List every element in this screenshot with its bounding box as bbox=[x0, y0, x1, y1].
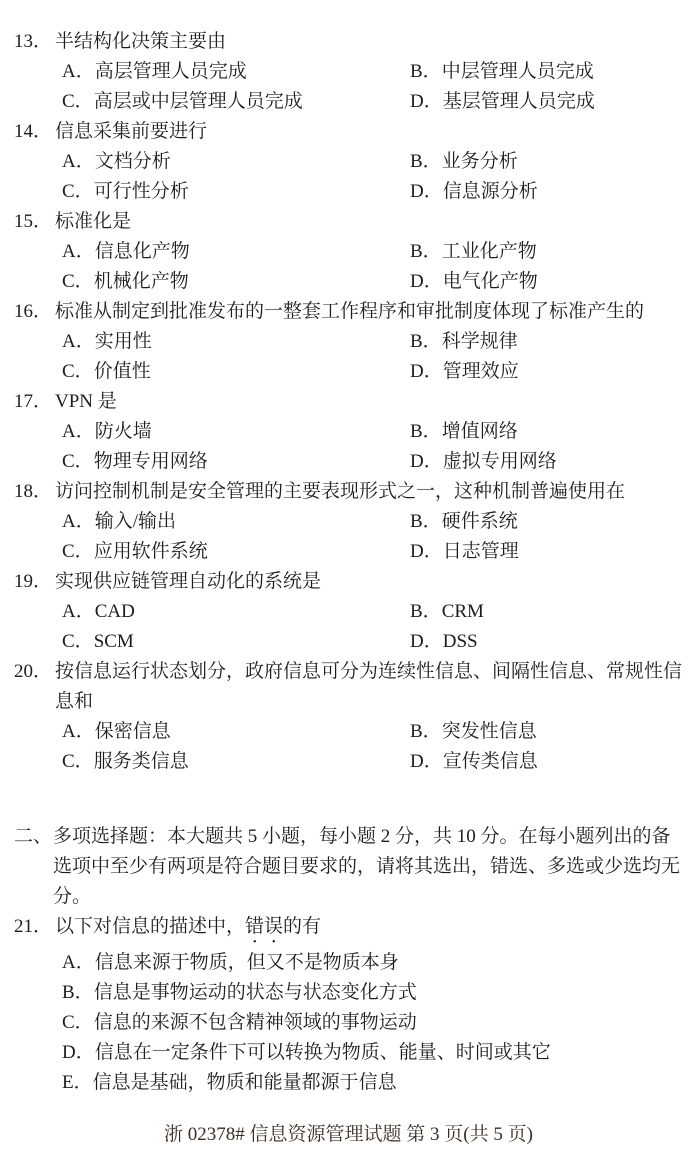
option-label: C． bbox=[62, 181, 94, 202]
option-label: A． bbox=[62, 421, 95, 442]
option-label: D． bbox=[410, 271, 443, 292]
options-grid bbox=[62, 57, 683, 117]
option-text: SCM bbox=[93, 631, 134, 652]
options-grid bbox=[62, 327, 683, 387]
option-row bbox=[410, 177, 683, 207]
question-stem: VPN 是 bbox=[55, 391, 117, 412]
option-text: 科学规律 bbox=[441, 331, 518, 352]
option-label: A． bbox=[62, 241, 95, 262]
option-label: B． bbox=[410, 511, 442, 532]
options-grid bbox=[62, 147, 683, 207]
option-row bbox=[62, 717, 410, 747]
option-label: C． bbox=[62, 451, 94, 472]
question-block bbox=[14, 387, 683, 477]
options-grid bbox=[62, 507, 683, 567]
question-stem-row bbox=[14, 657, 683, 717]
question-stem: 按信息运行状态划分，政府信息可分为连续性信息、间隔性信息、常规性信息和 bbox=[55, 661, 683, 712]
question-stem-row bbox=[14, 297, 683, 327]
option-label: A． bbox=[62, 151, 95, 172]
option-text: 高层或中层管理人员完成 bbox=[93, 91, 303, 112]
question-number: 13． bbox=[14, 31, 53, 52]
question-number: 17． bbox=[14, 391, 53, 412]
question-block bbox=[14, 207, 683, 297]
option-row bbox=[410, 537, 683, 567]
section-number: 二、 bbox=[14, 826, 53, 847]
question-stem bbox=[55, 912, 683, 948]
option-label: B． bbox=[410, 721, 442, 742]
option-label: D． bbox=[410, 631, 443, 652]
option-row bbox=[410, 357, 683, 387]
question-number: 15． bbox=[14, 211, 53, 232]
single-choice-question-list bbox=[14, 27, 683, 777]
option-label: D． bbox=[410, 91, 443, 112]
option-row bbox=[62, 507, 410, 537]
option-row bbox=[410, 597, 683, 627]
option-text: 信息源分析 bbox=[442, 181, 538, 202]
option-label: C． bbox=[62, 1012, 94, 1033]
option-row bbox=[62, 267, 410, 297]
options-grid bbox=[62, 597, 683, 657]
question-stem-suffix: 的有 bbox=[283, 916, 322, 937]
option-text: 电气化产物 bbox=[442, 271, 538, 292]
option-text: 服务类信息 bbox=[93, 751, 189, 772]
option-text: 中层管理人员完成 bbox=[441, 61, 594, 82]
option-row bbox=[410, 747, 683, 777]
question-number: 20． bbox=[14, 661, 53, 682]
option-label: D． bbox=[62, 1042, 95, 1063]
question-stem: 标准化是 bbox=[55, 211, 132, 232]
option-label: C． bbox=[62, 361, 94, 382]
question-stem: 信息采集前要进行 bbox=[55, 121, 208, 142]
option-row bbox=[62, 948, 683, 978]
option-label: D． bbox=[410, 181, 443, 202]
question-block bbox=[14, 117, 683, 207]
option-label: D． bbox=[410, 541, 443, 562]
option-text: DSS bbox=[442, 631, 478, 652]
option-label: B． bbox=[410, 331, 442, 352]
option-label: B． bbox=[410, 151, 442, 172]
question-stem-prefix: 以下对信息的描述中， bbox=[55, 916, 246, 937]
option-text: 物理专用网络 bbox=[93, 451, 208, 472]
option-label: A． bbox=[62, 721, 95, 742]
option-text: 信息化产物 bbox=[94, 241, 190, 262]
option-row bbox=[410, 627, 683, 657]
option-text: 信息来源于物质，但又不是物质本身 bbox=[94, 952, 399, 973]
option-text: 可行性分析 bbox=[93, 181, 189, 202]
option-row bbox=[62, 87, 410, 117]
option-label: B． bbox=[410, 61, 442, 82]
option-label: E． bbox=[62, 1072, 93, 1093]
option-text: 信息的来源不包含精神领域的事物运动 bbox=[93, 1012, 417, 1033]
option-label: C． bbox=[62, 541, 94, 562]
section-instructions: 多项选择题：本大题共 5 小题，每小题 2 分，共 10 分。在每小题列出的备选项中至少有两项是符合题目要求的，请将其选出，错选、多选或少选均无分。 bbox=[53, 826, 681, 907]
option-label: C． bbox=[62, 271, 94, 292]
option-label: C． bbox=[62, 91, 94, 112]
option-label: C． bbox=[62, 631, 94, 652]
question-21 bbox=[14, 912, 683, 1098]
option-text: 文档分析 bbox=[94, 151, 171, 172]
question-number: 21． bbox=[14, 916, 53, 937]
option-row bbox=[410, 87, 683, 117]
option-row bbox=[410, 327, 683, 357]
option-label: A． bbox=[62, 952, 95, 973]
question-stem-row bbox=[14, 117, 683, 147]
option-text: CAD bbox=[94, 601, 135, 622]
question-21-options bbox=[62, 948, 683, 1098]
option-row bbox=[410, 57, 683, 87]
question-stem: 访问控制机制是安全管理的主要表现形式之一，这种机制普遍使用在 bbox=[55, 481, 626, 502]
option-text: 信息在一定条件下可以转换为物质、能量、时间或其它 bbox=[94, 1042, 551, 1063]
option-row bbox=[62, 57, 410, 87]
option-row bbox=[410, 147, 683, 177]
option-text: 应用软件系统 bbox=[93, 541, 208, 562]
question-block bbox=[14, 657, 683, 777]
option-label: A． bbox=[62, 61, 95, 82]
option-text: 机械化产物 bbox=[93, 271, 189, 292]
option-label: A． bbox=[62, 331, 95, 352]
option-row bbox=[410, 507, 683, 537]
question-number: 16． bbox=[14, 301, 53, 322]
option-row bbox=[62, 978, 683, 1008]
option-row bbox=[62, 177, 410, 207]
option-label: C． bbox=[62, 751, 94, 772]
question-block bbox=[14, 27, 683, 117]
option-row bbox=[410, 717, 683, 747]
question-stem-row bbox=[14, 567, 683, 597]
question-stem-row bbox=[14, 207, 683, 237]
option-row bbox=[410, 267, 683, 297]
option-text: 增值网络 bbox=[441, 421, 518, 442]
option-text: 业务分析 bbox=[441, 151, 518, 172]
question-stem-row bbox=[14, 912, 683, 948]
option-label: A． bbox=[62, 511, 95, 532]
option-text: 防火墙 bbox=[94, 421, 152, 442]
option-label: D． bbox=[410, 451, 443, 472]
option-text: 管理效应 bbox=[442, 361, 519, 382]
option-text: 硬件系统 bbox=[441, 511, 518, 532]
option-row bbox=[62, 357, 410, 387]
options-grid bbox=[62, 417, 683, 477]
option-row bbox=[62, 747, 410, 777]
option-row bbox=[62, 417, 410, 447]
multi-choice-section-header bbox=[14, 822, 683, 912]
question-number: 18． bbox=[14, 481, 53, 502]
option-row bbox=[410, 447, 683, 477]
option-row bbox=[410, 237, 683, 267]
question-stem: 半结构化决策主要由 bbox=[55, 31, 227, 52]
question-stem: 标准从制定到批准发布的一整套工作程序和审批制度体现了标准产生的 bbox=[55, 301, 645, 322]
option-label: B． bbox=[410, 601, 442, 622]
question-stem-row bbox=[14, 387, 683, 417]
option-text: 实用性 bbox=[94, 331, 152, 352]
question-stem-emphasized-word: 错误 bbox=[245, 916, 284, 937]
option-text: CRM bbox=[441, 601, 484, 622]
options-grid bbox=[62, 717, 683, 777]
option-row bbox=[62, 447, 410, 477]
option-text: 基层管理人员完成 bbox=[442, 91, 595, 112]
option-row bbox=[62, 1008, 683, 1038]
question-stem: 实现供应链管理自动化的系统是 bbox=[55, 571, 322, 592]
option-text: 日志管理 bbox=[442, 541, 519, 562]
option-text: 突发性信息 bbox=[441, 721, 537, 742]
option-label: B． bbox=[62, 982, 94, 1003]
question-number: 19． bbox=[14, 571, 53, 592]
page-footer: 浙 02378# 信息资源管理试题 第 3 页(共 5 页) bbox=[164, 1124, 533, 1145]
option-text: 信息是基础，物质和能量都源于信息 bbox=[92, 1072, 397, 1093]
option-text: 信息是事物运动的状态与状态变化方式 bbox=[93, 982, 417, 1003]
question-stem-row bbox=[14, 27, 683, 57]
option-row bbox=[62, 1038, 683, 1068]
option-label: D． bbox=[410, 361, 443, 382]
option-row bbox=[62, 537, 410, 567]
option-label: D． bbox=[410, 751, 443, 772]
option-text: 输入/输出 bbox=[94, 511, 177, 532]
question-block bbox=[14, 297, 683, 387]
question-number: 14． bbox=[14, 121, 53, 142]
option-label: A． bbox=[62, 601, 95, 622]
option-text: 高层管理人员完成 bbox=[94, 61, 247, 82]
option-text: 价值性 bbox=[93, 361, 151, 382]
option-row bbox=[62, 237, 410, 267]
option-text: 保密信息 bbox=[94, 721, 171, 742]
option-label: B． bbox=[410, 241, 442, 262]
option-text: 工业化产物 bbox=[441, 241, 537, 262]
question-block bbox=[14, 567, 683, 657]
option-row bbox=[62, 597, 410, 627]
option-row bbox=[410, 417, 683, 447]
question-stem-row bbox=[14, 477, 683, 507]
option-row bbox=[62, 1068, 683, 1098]
options-grid bbox=[62, 237, 683, 297]
option-text: 虚拟专用网络 bbox=[442, 451, 557, 472]
option-row bbox=[62, 627, 410, 657]
question-block bbox=[14, 477, 683, 567]
option-row bbox=[62, 147, 410, 177]
option-text: 宣传类信息 bbox=[442, 751, 538, 772]
option-row bbox=[62, 327, 410, 357]
option-label: B． bbox=[410, 421, 442, 442]
